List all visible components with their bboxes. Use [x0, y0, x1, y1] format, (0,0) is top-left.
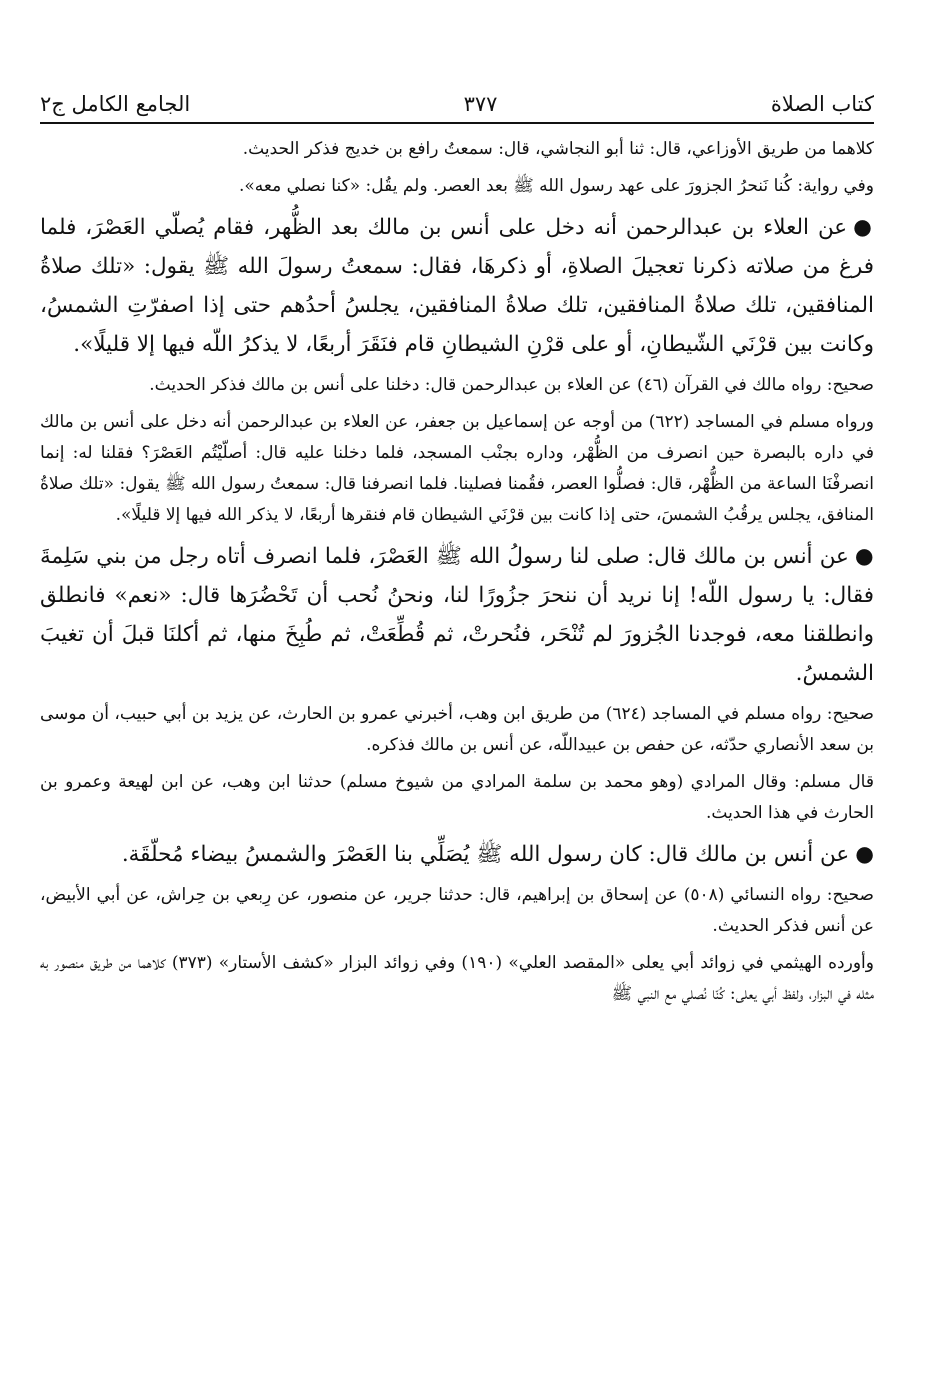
book-page [40, 70, 874, 1360]
commentary-paragraph [40, 134, 874, 165]
hadith-paragraph [40, 208, 874, 364]
commentary-paragraph [40, 880, 874, 942]
paragraph-text: صحيح: رواه مالك في القرآن (٤٦) عن العلاء بن عبدالرحمن قال: دخلنا على أنس بن مالك فذكر الحديث. [149, 375, 874, 395]
chapter-title: كتاب الصلاة [770, 92, 874, 116]
bullet-icon: ● [854, 544, 874, 569]
hadith-paragraph [40, 537, 874, 693]
paragraph-text: وأورده الهيثمي في زوائد أبي يعلى «المقصد العلي» (١٩٠) وفي زوائد البزار «كشف الأستار» (٣٧٣) كلاهما من طريق منصور به مثله في البزار، ولفظ أبي يعلى: كُنّا نُصلي مع النبي ﷺ [40, 953, 874, 1004]
page-body [40, 134, 874, 1010]
paragraph-text: عن أنس بن مالك قال: صلى لنا رسولُ الله ﷺ العَصْرَ، فلما انصرف أتاه رجل من بني سَلِمةَ فقال: يا رسول اللّه! إنا نريد أن ننحرَ جزُورًا لنا، ونحنُ نُحب أن تَحْضُرَها قال: «نعم» فانطلق وانطلقنا معه، فوجدنا الجُزورَ لم تُنْحَر، فنُحرتْ، ثم قُطِّعَتْ، ثم طُبِخَ منها، ثم أكلنَا قبلَ أن تغيبَ الشمسُ. [40, 544, 874, 686]
commentary-paragraph [40, 699, 874, 761]
page-number: ٣٧٧ [463, 92, 498, 116]
commentary-paragraph [40, 767, 874, 829]
bullet-icon: ● [853, 215, 875, 240]
commentary-paragraph [40, 948, 874, 1010]
paragraph-text: كلاهما من طريق الأوزاعي، قال: ثنا أبو النجاشي، قال: سمعتُ رافع بن خديج فذكر الحديث. [242, 139, 874, 159]
hadith-paragraph [40, 835, 874, 874]
paragraph-text: وفي رواية: كُنا نَنحرُ الجزورَ على عهد رسول الله ﷺ بعد العصر. ولم يقُل: «كنا نصلي معه». [238, 176, 874, 196]
paragraph-text: ورواه مسلم في المساجد (٦٢٢) من أوجه عن إسماعيل بن جعفر، عن العلاء بن عبدالرحمن أنه دخل على أنس بن مالك في داره بالبصرة حين انصرف من الظُّهْر، وداره بجنْب المسجد، فلما دخلنا عليه قال: أصلّيْتُم العَصْرَ؟ فقلنا له: إنما انصرفْنَا الساعة من الظُّهْر، قال: فصلُّوا العصر، فقُمنا فصلينا. فلما انصرفنا قال: سمعتُ رسول الله ﷺ يقول: «تلك صلاةُ المنافق، يجلس يرقُبُ الشمسَ، حتى إذا كانت بين قرْنَي الشيطان قام فنقرها أربعًا، لا يذكر الله فيها إلا قليلًا». [40, 412, 874, 525]
bullet-icon: ● [855, 842, 874, 867]
commentary-paragraph [40, 370, 874, 401]
running-header [40, 70, 874, 122]
commentary-paragraph [40, 407, 874, 531]
header-rule [40, 122, 874, 124]
paragraph-text: صحيح: رواه مسلم في المساجد (٦٢٤) من طريق ابن وهب، أخبرني عمرو بن الحارث، عن يزيد بن أبي حبيب، أن موسى بن سعد الأنصاري حدّثه، عن حفص بن عبيداللّه، عن أنس بن مالك فذكره. [40, 704, 874, 755]
book-title: الجامع الكامل ج٢ [40, 92, 191, 116]
paragraph-text: عن العلاء بن عبدالرحمن أنه دخل على أنس بن مالك بعد الظُّهر، فقام يُصلّي العَصْرَ، فلما فرغ من صلاته ذكرنا تعجيلَ الصلاةِ، أو ذكرهَا، فقال: سمعتُ رسولَ الله ﷺ يقول: «تلك صلاةُ المنافقين، تلك صلاةُ المنافقين، تلك صلاةُ المنافقين، يجلسُ أحدُهم حتى إذا اصفرّتِ الشمسُ، وكانت بين قرْنَي الشّيطانِ، أو على قرْنِ الشيطانِ قام فنَقَرَ أربعًا، لا يذكرُ اللّه فيها إلا قليلًا». [40, 215, 874, 357]
paragraph-text: قال مسلم: وقال المرادي (وهو محمد بن سلمة المرادي من شيوخ مسلم) حدثنا ابن وهب، عن ابن لهيعة وعمرو بن الحارث في هذا الحديث. [40, 772, 874, 823]
paragraph-text: صحيح: رواه النسائي (٥٠٨) عن إسحاق بن إبراهيم، قال: حدثنا جرير، عن منصور، عن رِبعي بن حِراش، عن أبي الأبيض، عن أنس فذكر الحديث. [40, 885, 874, 936]
commentary-paragraph [40, 171, 874, 202]
paragraph-text: عن أنس بن مالك قال: كان رسول الله ﷺ يُصَلِّي بنا العَصْرَ والشمسُ بيضاء مُحلّقَة. [121, 842, 850, 867]
